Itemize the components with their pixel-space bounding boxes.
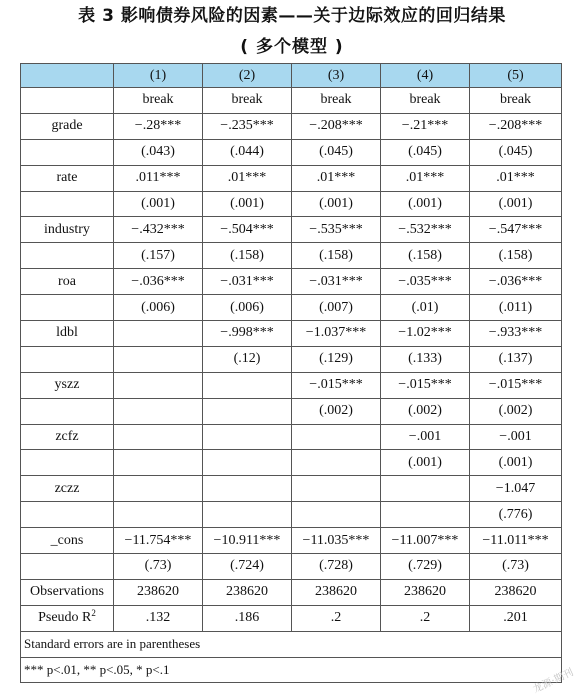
variable-name: yszz bbox=[21, 372, 114, 398]
se-cell bbox=[114, 502, 203, 528]
se-cell: (.011) bbox=[470, 295, 562, 321]
pseudo-r2-text: Pseudo R bbox=[38, 610, 92, 626]
coef-cell: −.21*** bbox=[381, 113, 470, 139]
se-cell: (.158) bbox=[381, 243, 470, 269]
se-cell bbox=[381, 502, 470, 528]
coef-cell: −.015*** bbox=[381, 372, 470, 398]
coef-cell: −.998*** bbox=[203, 321, 292, 347]
coef-cell: −.504*** bbox=[203, 217, 292, 243]
coef-cell bbox=[114, 476, 203, 502]
observations-row bbox=[21, 579, 562, 605]
se-cell bbox=[114, 346, 203, 372]
se-row bbox=[21, 243, 562, 269]
coef-cell bbox=[114, 424, 203, 450]
se-cell bbox=[114, 450, 203, 476]
se-cell: (.73) bbox=[114, 554, 203, 580]
se-row bbox=[21, 502, 562, 528]
coef-cell: −.015*** bbox=[470, 372, 562, 398]
observations-cell: 238620 bbox=[292, 579, 381, 605]
empty-cell bbox=[21, 88, 114, 114]
coef-row bbox=[21, 528, 562, 554]
depvar-cell: break bbox=[470, 88, 562, 114]
variable-name: ldbl bbox=[21, 321, 114, 347]
depvar-cell: break bbox=[114, 88, 203, 114]
pseudo-r2-cell: .186 bbox=[203, 605, 292, 631]
pseudo-r2-cell: .2 bbox=[292, 605, 381, 631]
se-cell bbox=[292, 502, 381, 528]
se-cell: (.001) bbox=[203, 191, 292, 217]
column-header-row bbox=[21, 64, 562, 88]
se-cell bbox=[203, 398, 292, 424]
empty-cell bbox=[21, 398, 114, 424]
empty-cell bbox=[21, 295, 114, 321]
se-cell: (.158) bbox=[203, 243, 292, 269]
se-cell: (.158) bbox=[470, 243, 562, 269]
se-cell: (.729) bbox=[381, 554, 470, 580]
coef-cell bbox=[114, 372, 203, 398]
coef-cell: −.235*** bbox=[203, 113, 292, 139]
se-cell: (.157) bbox=[114, 243, 203, 269]
se-row bbox=[21, 139, 562, 165]
pseudo-r2-label bbox=[21, 605, 114, 631]
coef-cell: −1.047 bbox=[470, 476, 562, 502]
table-body bbox=[21, 64, 562, 683]
coef-cell: −.535*** bbox=[292, 217, 381, 243]
depvar-cell: break bbox=[203, 88, 292, 114]
se-cell: (.001) bbox=[381, 191, 470, 217]
corner-cell bbox=[21, 64, 114, 88]
coef-cell: −.015*** bbox=[292, 372, 381, 398]
se-cell: (.001) bbox=[114, 191, 203, 217]
coef-cell bbox=[114, 321, 203, 347]
coef-cell: .01*** bbox=[381, 165, 470, 191]
coef-cell: −1.02*** bbox=[381, 321, 470, 347]
se-cell: (.045) bbox=[470, 139, 562, 165]
coef-cell: .01*** bbox=[203, 165, 292, 191]
column-header: (1) bbox=[114, 64, 203, 88]
coef-cell: −.208*** bbox=[292, 113, 381, 139]
coef-cell: −.208*** bbox=[470, 113, 562, 139]
pseudo-r2-cell: .132 bbox=[114, 605, 203, 631]
coef-cell: .011*** bbox=[114, 165, 203, 191]
se-cell bbox=[203, 502, 292, 528]
coef-cell: −.001 bbox=[470, 424, 562, 450]
se-row bbox=[21, 450, 562, 476]
variable-name: roa bbox=[21, 269, 114, 295]
variable-name: rate bbox=[21, 165, 114, 191]
coef-row bbox=[21, 113, 562, 139]
column-header: (5) bbox=[470, 64, 562, 88]
coef-cell: −11.035*** bbox=[292, 528, 381, 554]
se-cell: (.001) bbox=[381, 450, 470, 476]
coef-row bbox=[21, 372, 562, 398]
variable-name: _cons bbox=[21, 528, 114, 554]
se-row bbox=[21, 295, 562, 321]
coef-cell: −.036*** bbox=[470, 269, 562, 295]
coef-cell: −.035*** bbox=[381, 269, 470, 295]
coef-cell: −11.011*** bbox=[470, 528, 562, 554]
coef-row bbox=[21, 217, 562, 243]
note-row bbox=[21, 657, 562, 683]
observations-cell: 238620 bbox=[203, 579, 292, 605]
empty-cell bbox=[21, 554, 114, 580]
pseudo-r2-row bbox=[21, 605, 562, 631]
empty-cell bbox=[21, 139, 114, 165]
coef-cell: −.532*** bbox=[381, 217, 470, 243]
se-cell: (.724) bbox=[203, 554, 292, 580]
observations-cell: 238620 bbox=[114, 579, 203, 605]
se-cell: (.006) bbox=[203, 295, 292, 321]
empty-cell bbox=[21, 191, 114, 217]
table-subtitle: ( 多个模型 ) bbox=[240, 37, 344, 57]
coef-cell: −1.037*** bbox=[292, 321, 381, 347]
coef-row bbox=[21, 269, 562, 295]
observations-cell: 238620 bbox=[381, 579, 470, 605]
coef-cell: −.432*** bbox=[114, 217, 203, 243]
variable-name: zcfz bbox=[21, 424, 114, 450]
coef-row bbox=[21, 321, 562, 347]
se-cell: (.137) bbox=[470, 346, 562, 372]
se-cell: (.001) bbox=[470, 191, 562, 217]
coef-cell bbox=[292, 424, 381, 450]
se-cell: (.01) bbox=[381, 295, 470, 321]
se-row bbox=[21, 398, 562, 424]
se-cell: (.006) bbox=[114, 295, 203, 321]
se-cell: (.002) bbox=[470, 398, 562, 424]
regression-table bbox=[20, 63, 562, 683]
variable-name: zczz bbox=[21, 476, 114, 502]
se-cell: (.002) bbox=[381, 398, 470, 424]
empty-cell bbox=[21, 450, 114, 476]
se-cell: (.045) bbox=[292, 139, 381, 165]
coef-cell: −.036*** bbox=[114, 269, 203, 295]
observations-cell: 238620 bbox=[470, 579, 562, 605]
coef-row bbox=[21, 476, 562, 502]
se-cell bbox=[292, 450, 381, 476]
coef-cell: −.933*** bbox=[470, 321, 562, 347]
variable-name: grade bbox=[21, 113, 114, 139]
se-row bbox=[21, 191, 562, 217]
se-cell bbox=[114, 398, 203, 424]
pseudo-r2-cell: .201 bbox=[470, 605, 562, 631]
coef-cell: .01*** bbox=[470, 165, 562, 191]
table-note: *** p<.01, ** p<.05, * p<.1 bbox=[21, 657, 562, 683]
table-note: Standard errors are in parentheses bbox=[21, 631, 562, 657]
depvar-row bbox=[21, 88, 562, 114]
variable-name: industry bbox=[21, 217, 114, 243]
coef-cell bbox=[292, 476, 381, 502]
se-cell: (.001) bbox=[470, 450, 562, 476]
pseudo-r2-cell: .2 bbox=[381, 605, 470, 631]
se-cell: (.044) bbox=[203, 139, 292, 165]
pseudo-r2-superscript: 2 bbox=[91, 608, 96, 619]
observations-label: Observations bbox=[21, 579, 114, 605]
coef-cell: −11.007*** bbox=[381, 528, 470, 554]
se-cell: (.728) bbox=[292, 554, 381, 580]
coef-cell bbox=[381, 476, 470, 502]
coef-row bbox=[21, 424, 562, 450]
watermark: 龙源·期刊 bbox=[531, 667, 576, 695]
coef-cell: −11.754*** bbox=[114, 528, 203, 554]
se-cell: (.043) bbox=[114, 139, 203, 165]
coef-cell: −.031*** bbox=[203, 269, 292, 295]
se-cell: (.129) bbox=[292, 346, 381, 372]
se-cell: (.12) bbox=[203, 346, 292, 372]
column-header: (4) bbox=[381, 64, 470, 88]
se-cell bbox=[203, 450, 292, 476]
coef-cell: −.031*** bbox=[292, 269, 381, 295]
se-cell: (.002) bbox=[292, 398, 381, 424]
empty-cell bbox=[21, 346, 114, 372]
coef-row bbox=[21, 165, 562, 191]
table-title: 表 3 影响债券风险的因素——关于边际效应的回归结果 bbox=[78, 6, 506, 26]
coef-cell bbox=[203, 476, 292, 502]
coef-cell bbox=[203, 424, 292, 450]
depvar-cell: break bbox=[292, 88, 381, 114]
se-row bbox=[21, 554, 562, 580]
se-cell: (.045) bbox=[381, 139, 470, 165]
se-cell: (.776) bbox=[470, 502, 562, 528]
column-header: (2) bbox=[203, 64, 292, 88]
se-cell: (.73) bbox=[470, 554, 562, 580]
empty-cell bbox=[21, 243, 114, 269]
coef-cell: −.547*** bbox=[470, 217, 562, 243]
se-cell: (.158) bbox=[292, 243, 381, 269]
coef-cell: −10.911*** bbox=[203, 528, 292, 554]
note-row bbox=[21, 631, 562, 657]
coef-cell: .01*** bbox=[292, 165, 381, 191]
se-cell: (.007) bbox=[292, 295, 381, 321]
coef-cell: −.001 bbox=[381, 424, 470, 450]
se-row bbox=[21, 346, 562, 372]
coef-cell: −.28*** bbox=[114, 113, 203, 139]
empty-cell bbox=[21, 502, 114, 528]
se-cell: (.001) bbox=[292, 191, 381, 217]
depvar-cell: break bbox=[381, 88, 470, 114]
column-header: (3) bbox=[292, 64, 381, 88]
coef-cell bbox=[203, 372, 292, 398]
se-cell: (.133) bbox=[381, 346, 470, 372]
